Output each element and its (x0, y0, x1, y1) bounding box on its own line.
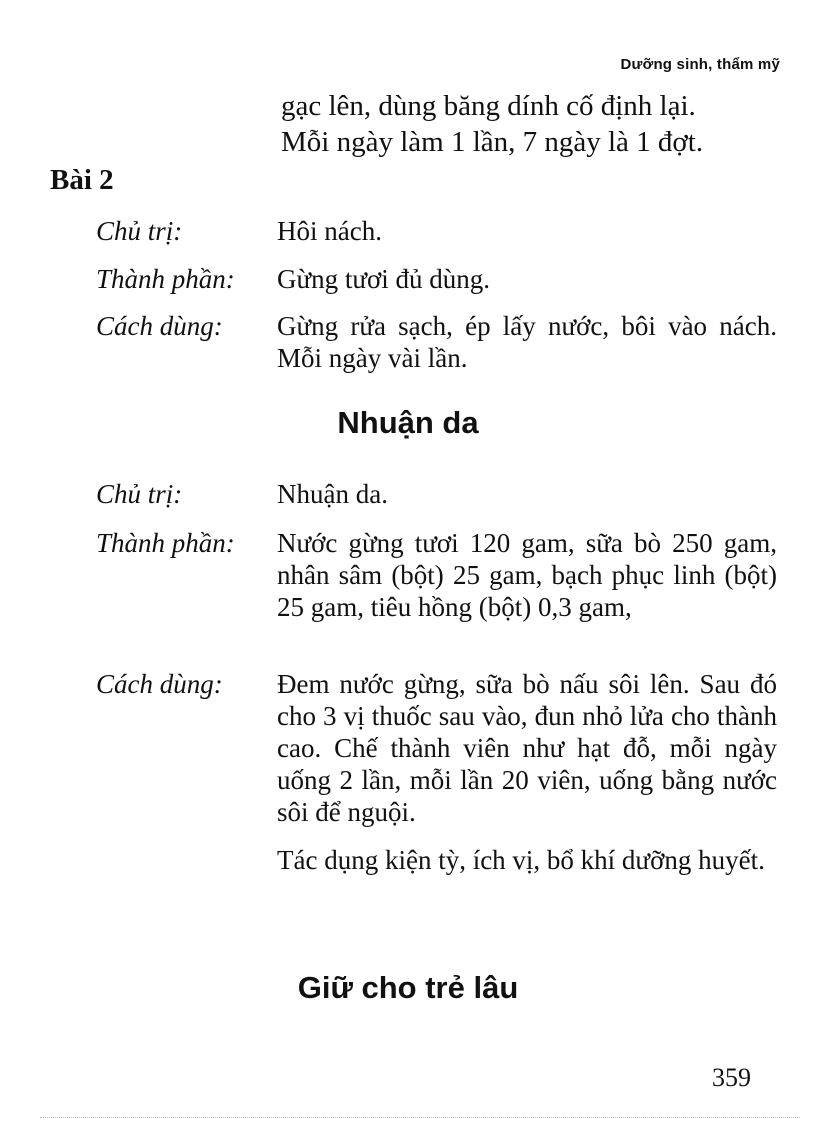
intro-paragraph (281, 88, 781, 160)
effect-text: Tác dụng kiện tỳ, ích vị, bổ khí dưỡng huyết. (277, 845, 765, 875)
section-heading-giu-cho-tre-lau: Giữ cho trẻ lâu (297, 970, 519, 1005)
field-label: Thành phần: (96, 264, 235, 294)
page-number: 359 (712, 1063, 751, 1092)
field-value: Nhuận da. (277, 479, 388, 509)
intro-line-2: Mỗi ngày làm 1 lần, 7 ngày là 1 đợt. (281, 126, 704, 158)
intro-line-1: gạc lên, dùng băng dính cố định lại. (281, 90, 696, 122)
section-title-bai-2: Bài 2 (50, 164, 114, 196)
field-label: Cách dùng: (96, 311, 223, 341)
running-header: Dưỡng sinh, thẩm mỹ (620, 56, 780, 73)
field-value: Hôi nách. (277, 216, 382, 246)
field-label: Cách dùng: (96, 669, 223, 699)
field-label: Thành phần: (96, 528, 235, 558)
field-value: Nước gừng tươi 120 gam, sữa bò 250 gam, nhân sâm (bột) 25 gam, bạch phục linh (bột) 25 gam, tiêu hồng (bột) 0,3 gam, (277, 528, 777, 622)
usage-text: Đem nước gừng, sữa bò nấu sôi lên. Sau đó cho 3 vị thuốc sau vào, đun nhỏ lửa cho thành cao. Chế thành viên như hạt đỗ, mỗi ngày uống 2 lần, mỗi lần 20 viên, uống bằng nước sôi để nguội. (277, 669, 777, 827)
field-label: Chủ trị: (96, 479, 183, 509)
field-value (277, 668, 777, 876)
field-value: Gừng rửa sạch, ép lấy nước, bôi vào nách. Mỗi ngày vài lần. (277, 311, 777, 373)
field-value: Gừng tươi đủ dùng. (277, 264, 491, 294)
section-heading-nhuan-da: Nhuận da (337, 405, 479, 440)
field-label: Chủ trị: (96, 216, 183, 246)
bottom-divider (40, 1117, 800, 1118)
